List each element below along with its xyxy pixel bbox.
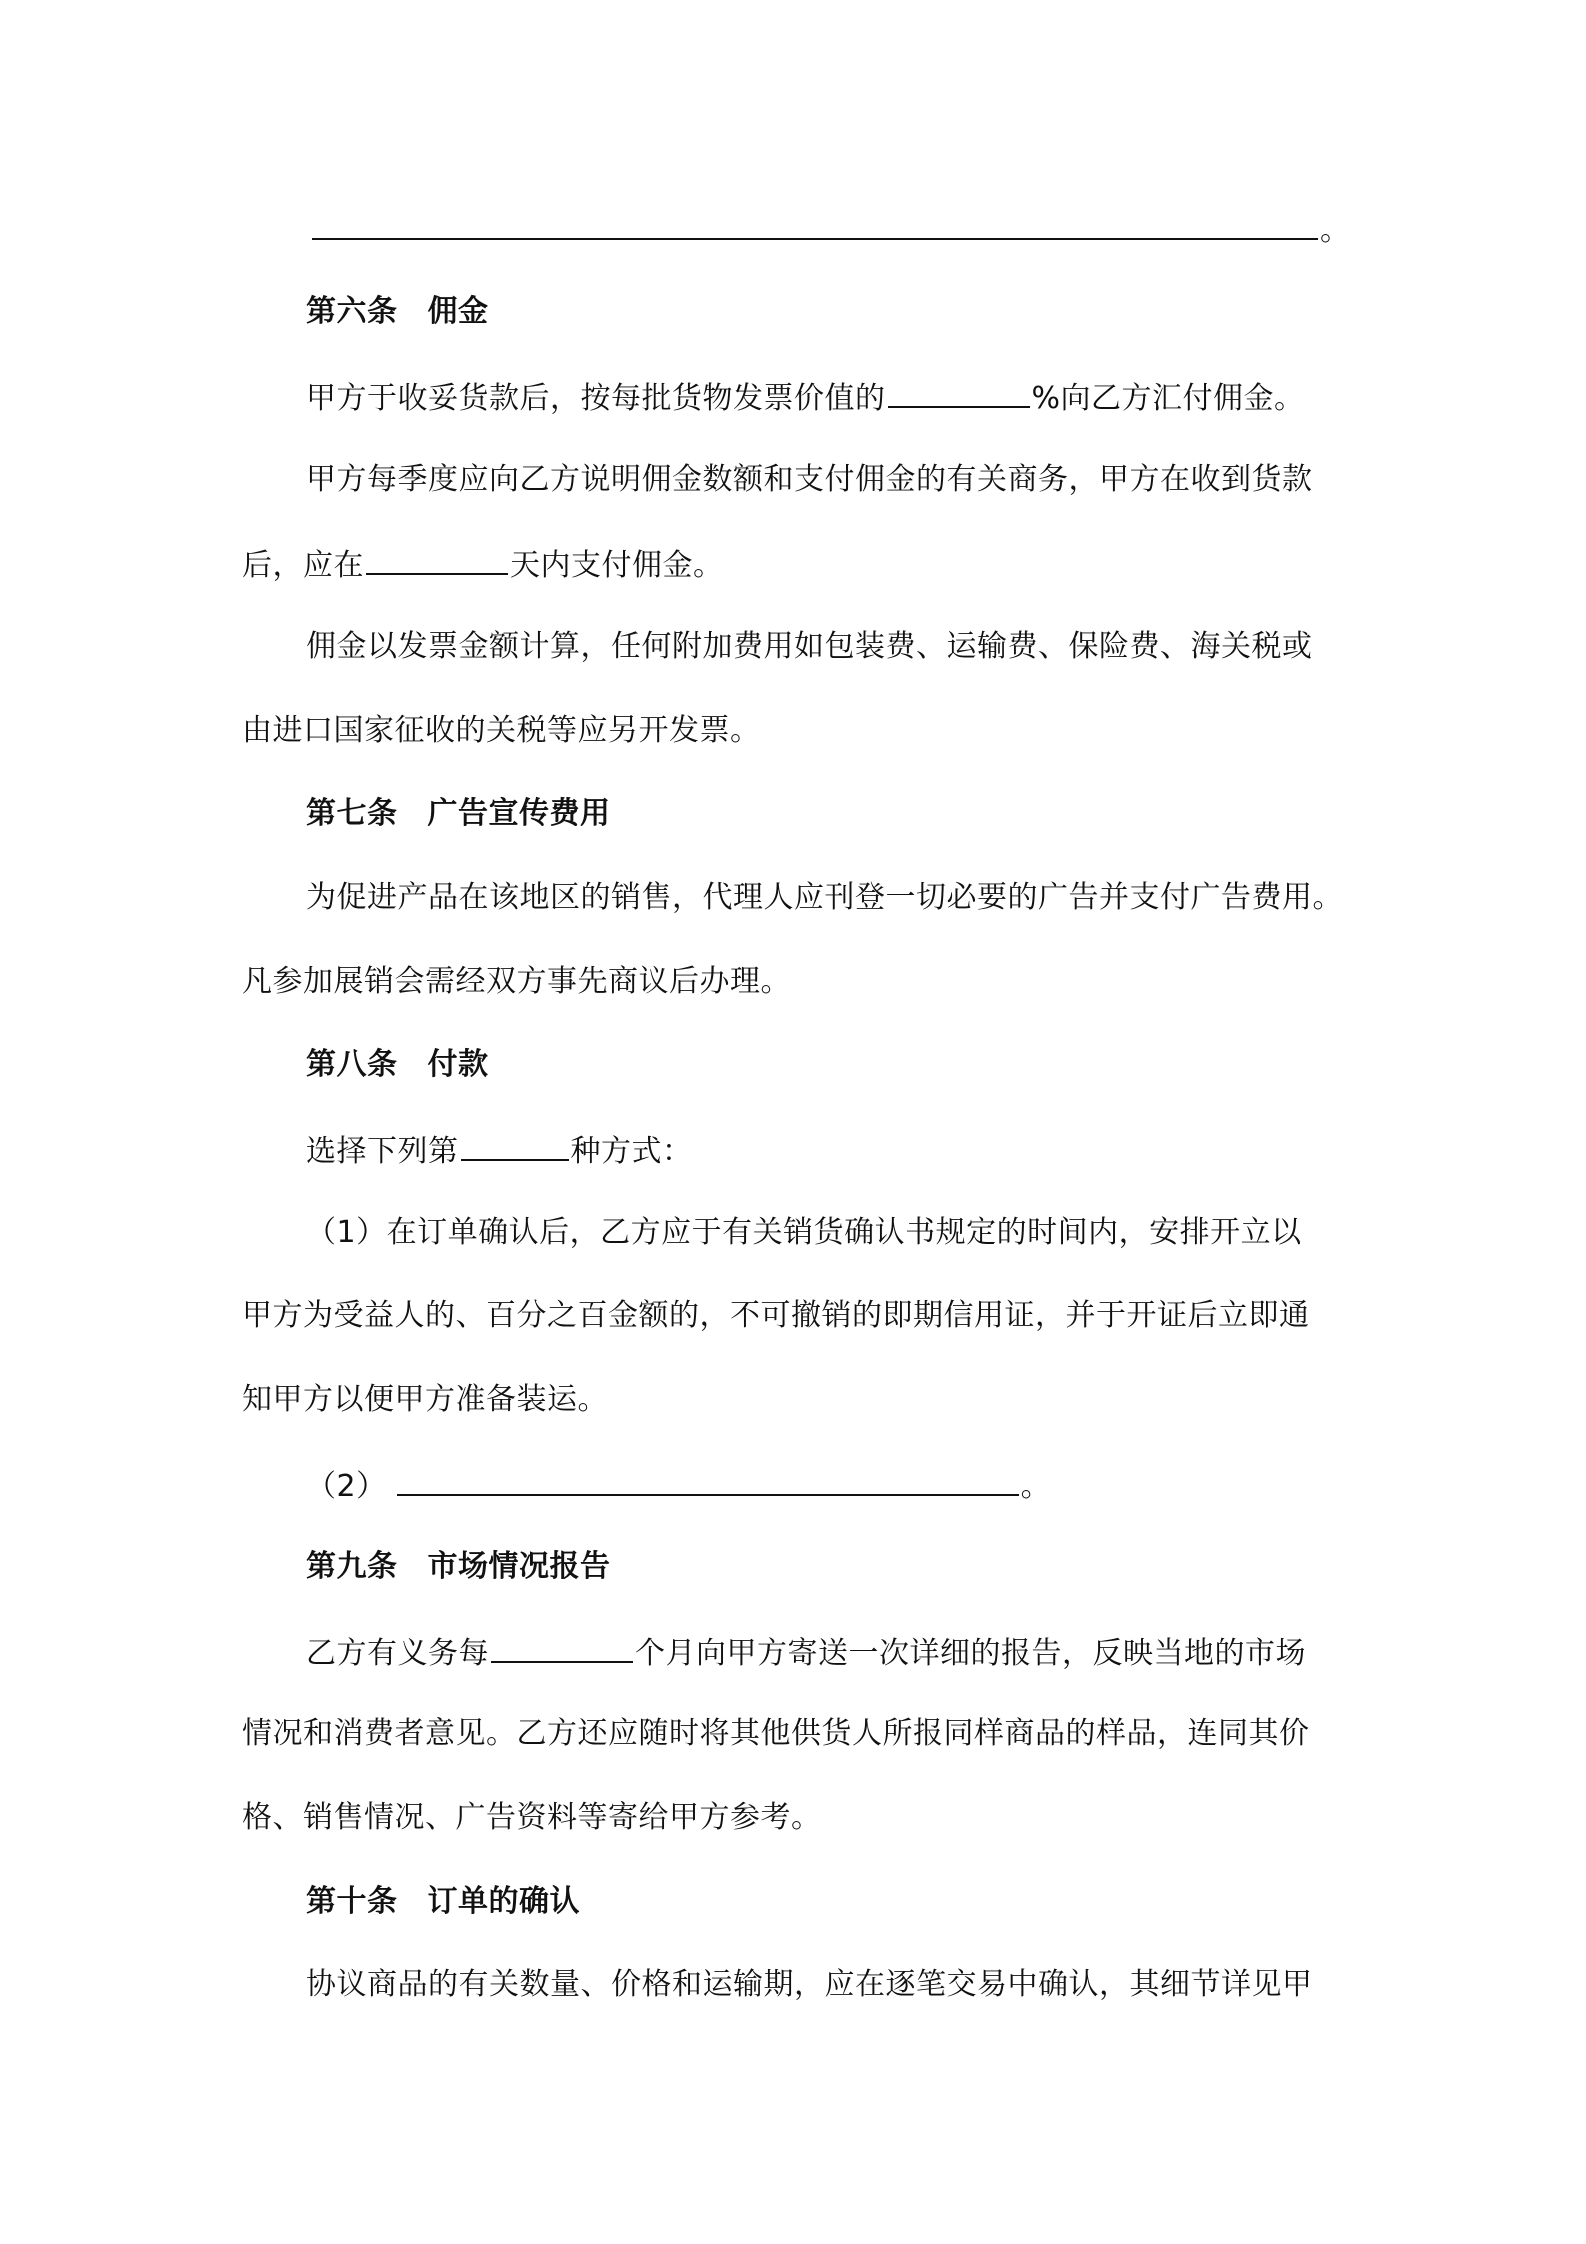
article-6-p1-text-b: %向乙方汇付佣金。 <box>1031 381 1305 416</box>
article-7-heading <box>306 794 611 834</box>
article-9-number: 第九条 <box>306 1549 398 1584</box>
article-8-number: 第八条 <box>306 1047 398 1082</box>
article-6-p2-text-a: 后，应在 <box>242 548 364 583</box>
article-10-title: 订单的确认 <box>427 1884 580 1919</box>
article-6-paragraph-2-line-2 <box>242 543 724 586</box>
article-8-option-1-line-2: 甲方为受益人的、百分之百金额的，不可撤销的即期信用证，并于开证后立即通 <box>242 1298 1310 1333</box>
article-8-p1-text-b: 种方式： <box>570 1134 693 1169</box>
article-9-heading <box>306 1547 611 1587</box>
article-10-number: 第十条 <box>306 1884 398 1919</box>
option-2-blank[interactable] <box>397 1464 1019 1496</box>
payment-option-blank[interactable] <box>461 1129 569 1161</box>
article-8-option-1-line-1: （1）在订单确认后，乙方应于有关销货确认书规定的时间内，安排开立以 <box>306 1215 1302 1250</box>
article-9-paragraph-line-3: 格、销售情况、广告资料等寄给甲方参考。 <box>242 1800 822 1835</box>
article-7-paragraph-line-2: 凡参加展销会需经双方事先商议后办理。 <box>242 964 791 999</box>
article-7-number: 第七条 <box>306 796 398 831</box>
commission-percent-blank[interactable] <box>888 376 1030 408</box>
report-months-blank[interactable] <box>491 1631 633 1663</box>
article-6-p2-text-b: 天内支付佣金。 <box>510 548 724 583</box>
article-8-paragraph-1 <box>306 1129 693 1172</box>
article-7-paragraph-line-1: 为促进产品在该地区的销售，代理人应刊登一切必要的广告并支付广告费用。 <box>306 880 1343 915</box>
article-9-p1-text-a: 乙方有义务每 <box>306 1636 489 1671</box>
article-6-paragraph-2-line-1: 甲方每季度应向乙方说明佣金数额和支付佣金的有关商务，甲方在收到货款 <box>306 462 1313 497</box>
article-6-paragraph-3-line-2: 由进口国家征收的关税等应另开发票。 <box>242 713 761 748</box>
article-6-title: 佣金 <box>427 294 489 329</box>
article-9-p1-text-b: 个月向甲方寄送一次详细的报告，反映当地的市场 <box>635 1636 1306 1671</box>
article-9-title: 市场情况报告 <box>427 1549 611 1584</box>
article-6-paragraph-3-line-1: 佣金以发票金额计算，任何附加费用如包装费、运输费、保险费、海关税或 <box>306 629 1313 664</box>
continuation-line <box>310 208 1351 251</box>
article-6-number: 第六条 <box>306 294 398 329</box>
article-10-heading <box>306 1882 580 1922</box>
article-6-heading <box>306 292 489 332</box>
payment-days-blank[interactable] <box>366 543 508 575</box>
article-10-paragraph-line-1: 协议商品的有关数量、价格和运输期，应在逐笔交易中确认，其细节详见甲 <box>306 1967 1313 2002</box>
article-6-paragraph-1 <box>306 376 1305 419</box>
article-8-option-2-label: （2） <box>306 1469 387 1504</box>
article-9-paragraph-line-1 <box>306 1631 1306 1674</box>
fill-in-blank[interactable] <box>312 208 1318 240</box>
article-7-title: 广告宣传费用 <box>427 796 611 831</box>
continuation-line-end: 。 <box>1320 213 1351 248</box>
article-8-option-2 <box>306 1464 1051 1507</box>
article-8-option-2-end: 。 <box>1020 1469 1052 1504</box>
article-8-heading <box>306 1045 489 1085</box>
article-9-paragraph-line-2: 情况和消费者意见。乙方还应随时将其他供货人所报同样商品的样品，连同其价 <box>242 1716 1310 1751</box>
article-8-option-1-line-3: 知甲方以便甲方准备装运。 <box>242 1382 608 1417</box>
article-8-p1-text-a: 选择下列第 <box>306 1134 459 1169</box>
article-8-title: 付款 <box>427 1047 489 1082</box>
article-6-p1-text-a: 甲方于收妥货款后，按每批货物发票价值的 <box>306 381 886 416</box>
